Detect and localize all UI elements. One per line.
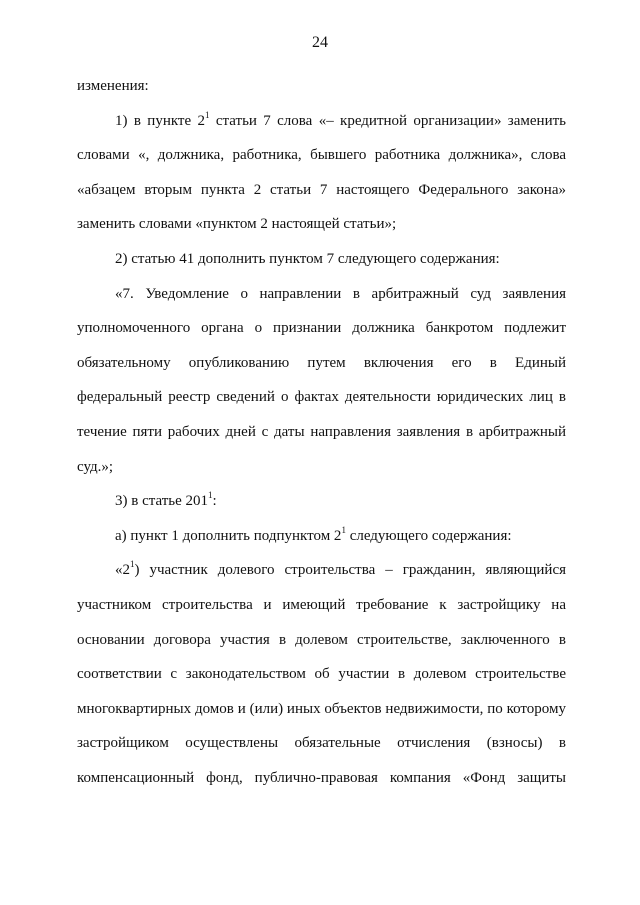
item-1-text-end: статьи 7 слова «– кредитной организации» заменить словами «, должника, работника, бывшего работника должника», слова «абзацем вторым пункта 2 статьи 7 настоящего Федерального закона» заменить словами «пунктом 2 настоящей статьи»;	[77, 112, 566, 233]
page-number: 24	[312, 34, 328, 51]
subitem-a-superscript: 1	[341, 524, 346, 535]
item-3-text-end: :	[212, 493, 217, 510]
item-7-quote-text: «7. Уведомление о направлении в арбитражный суд заявления уполномоченного органа о признании должника банкротом подлежит обязательному опубликованию путем включения его в Единый федеральный реестр сведений о фактах деятельности юридических лиц в течение пяти рабочих дней с даты направления заявления в арбитражный суд.»;	[77, 285, 566, 475]
item-2-text: 2) статью 41 дополнить пунктом 7 следующего содержания:	[115, 250, 500, 267]
paragraph-intro-text: изменения:	[77, 78, 149, 94]
document-body	[77, 69, 566, 795]
subpoint-2-1-text-start: «2	[115, 562, 130, 579]
subitem-a-text-end: следующего содержания:	[345, 527, 512, 544]
paragraph-subitem-a	[77, 519, 566, 554]
item-3-text-start: 3) в статье 201	[115, 493, 209, 510]
paragraph-item-2	[77, 242, 566, 277]
paragraph-item-3	[77, 484, 566, 519]
subpoint-2-1-superscript: 1	[130, 559, 135, 570]
paragraph-item-1	[77, 104, 566, 242]
item-1-text-start: 1) в пункте 2	[115, 112, 205, 129]
subitem-a-text-start: а) пункт 1 дополнить подпунктом 2	[115, 527, 342, 544]
item-1-superscript: 1	[205, 109, 210, 120]
paragraph-intro	[77, 69, 566, 104]
item-3-superscript: 1	[208, 490, 213, 501]
subpoint-2-1-text-end: ) участник долевого строительства – гражданин, являющийся участником строительства и имеющий требование к застройщику на основании договора участия в долевом строительстве, заключенного в соответствии с законодательством об участии в долевом строительстве многоквартирных домов и (или) иных объектов недвижимости, по которому застройщиком осуществлены обязательные отчисления (взносы) в компенсационный фонд, публично-правовая компания «Фонд защиты	[77, 562, 566, 786]
paragraph-item-7-quote	[77, 277, 566, 485]
paragraph-subpoint-2-1	[77, 553, 566, 795]
